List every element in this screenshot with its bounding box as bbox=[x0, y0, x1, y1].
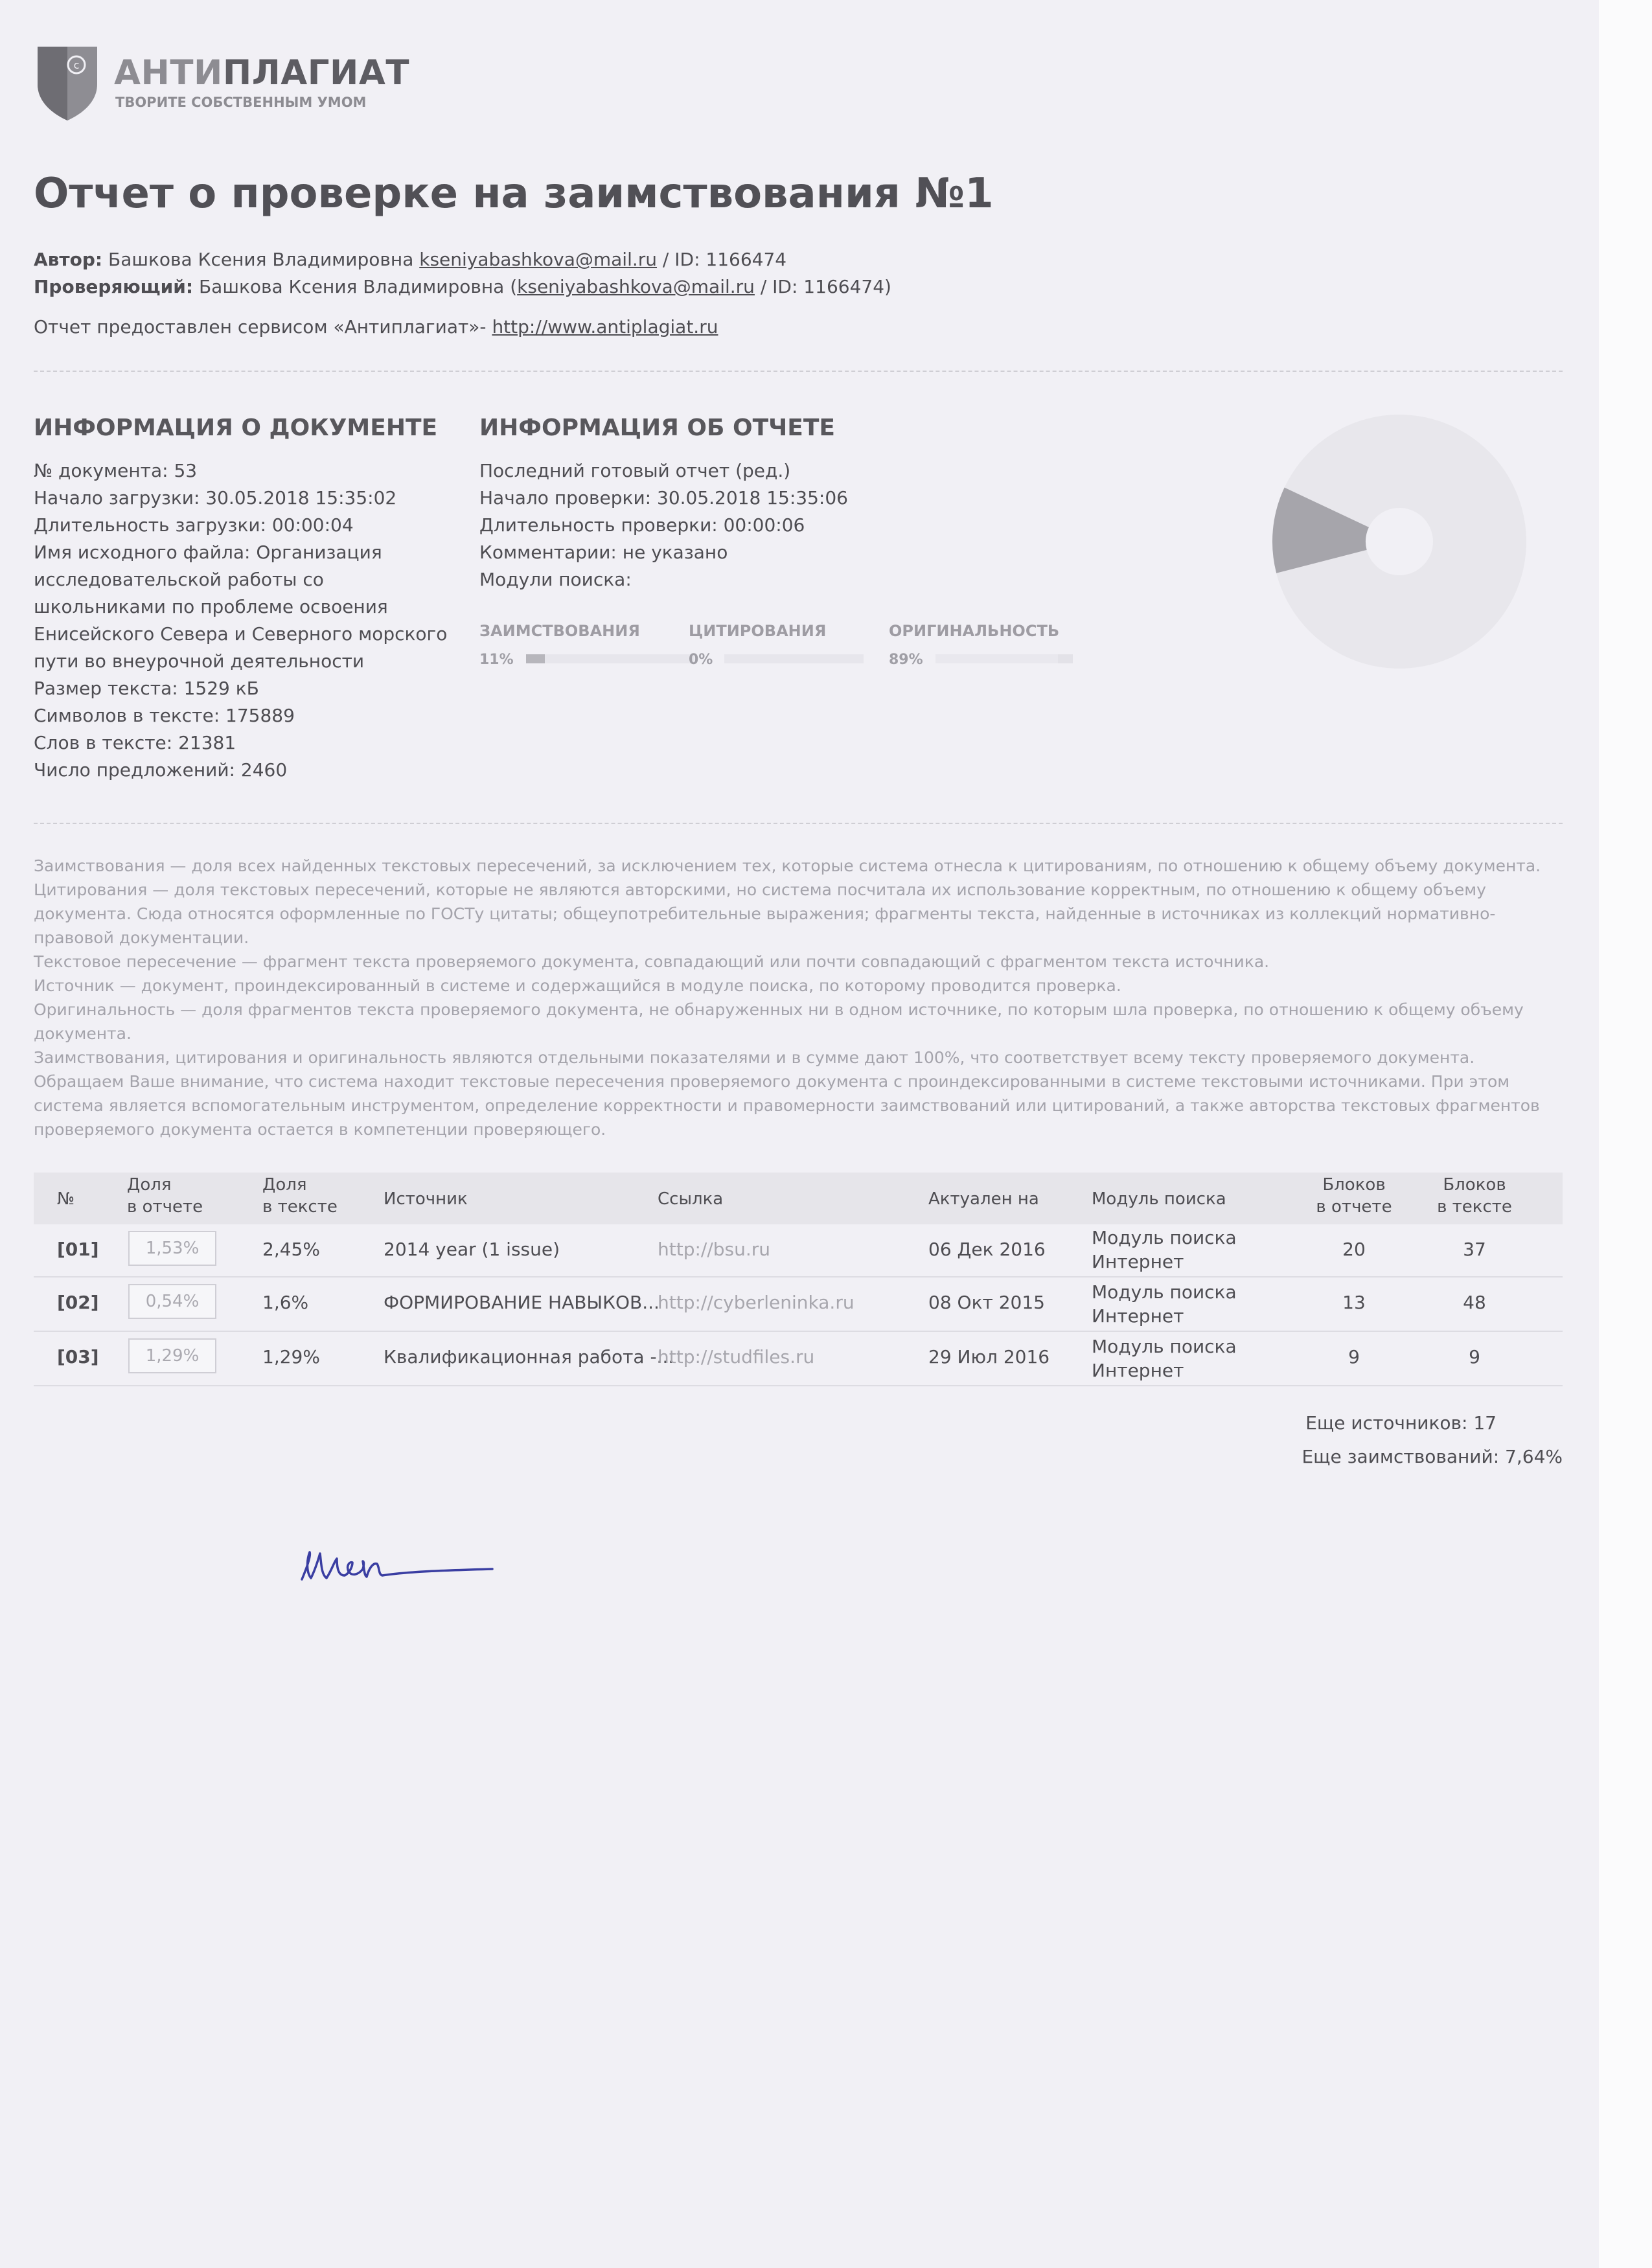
col-blocks-text-line2: в тексте bbox=[1437, 1197, 1512, 1217]
reviewer-id: / ID: 1166474) bbox=[754, 276, 891, 297]
col-blocks-report-line2: в отчете bbox=[1316, 1197, 1392, 1217]
doc-info-list bbox=[34, 457, 448, 784]
actual-date: 29 Июл 2016 bbox=[928, 1346, 1050, 1368]
divider bbox=[34, 823, 1563, 824]
report-info-row: Начало проверки: 30.05.2018 15:35:06 bbox=[479, 487, 848, 509]
definition: Заимствования, цитирования и оригинальность являются отдельными показателями и в сумме дают 100%, что соответствует всему тексту проверяемого документа. bbox=[34, 1048, 1475, 1067]
doc-info-heading: ИНФОРМАЦИЯ О ДОКУМЕНТЕ bbox=[34, 415, 438, 441]
source-title[interactable]: ФОРМИРОВАНИЕ НАВЫКОВ... bbox=[384, 1292, 660, 1313]
source-link[interactable]: http://studfiles.ru bbox=[658, 1346, 815, 1368]
actual-date: 06 Дек 2016 bbox=[928, 1239, 1046, 1260]
source-link[interactable]: http://bsu.ru bbox=[658, 1239, 771, 1260]
doc-info-row: Длительность загрузки: 00:00:04 bbox=[34, 514, 354, 536]
row-divider bbox=[34, 1276, 1563, 1277]
col-share-report bbox=[127, 1174, 203, 1218]
blocks-text: 48 bbox=[1463, 1292, 1486, 1313]
source-link[interactable]: http://cyberleninka.ru bbox=[658, 1292, 855, 1313]
reviewer-label: Проверяющий: bbox=[34, 276, 194, 297]
borrowings-bar bbox=[526, 654, 694, 663]
share-text: 1,29% bbox=[262, 1346, 320, 1368]
search-module bbox=[1092, 1280, 1237, 1328]
share-report-box[interactable]: 1,53% bbox=[128, 1231, 216, 1266]
divider bbox=[34, 371, 1563, 372]
share-text: 1,6% bbox=[262, 1292, 309, 1313]
row-num: [01] bbox=[57, 1239, 99, 1260]
more-borrowings bbox=[1302, 1446, 1563, 1467]
row-num: [02] bbox=[57, 1292, 99, 1313]
more-sources bbox=[1305, 1412, 1497, 1434]
col-share-report-line2: в отчете bbox=[127, 1197, 203, 1217]
report-info-row: Комментарии: не указано bbox=[479, 542, 728, 563]
doc-info-row: № документа: 53 bbox=[34, 460, 198, 481]
col-blocks-report bbox=[1315, 1174, 1393, 1218]
col-module: Модуль поиска bbox=[1092, 1189, 1226, 1209]
doc-info-row: Начало загрузки: 30.05.2018 15:35:02 bbox=[34, 487, 397, 509]
col-num: № bbox=[57, 1189, 75, 1209]
more-sources-value: 17 bbox=[1473, 1412, 1497, 1434]
originality-value: 89% bbox=[889, 652, 923, 668]
more-sources-label: Еще источников: bbox=[1305, 1412, 1468, 1434]
author-email-link[interactable]: kseniyabashkova@mail.ru bbox=[419, 249, 658, 270]
share-report-box[interactable]: 1,29% bbox=[128, 1338, 216, 1373]
author-line bbox=[34, 249, 786, 270]
actual-date: 08 Окт 2015 bbox=[928, 1292, 1045, 1313]
doc-info-row: Число предложений: 2460 bbox=[34, 759, 288, 781]
col-share-text-line2: в тексте bbox=[262, 1197, 338, 1217]
row-divider bbox=[34, 1331, 1563, 1332]
blocks-text: 37 bbox=[1463, 1239, 1486, 1260]
blocks-text: 9 bbox=[1469, 1346, 1480, 1368]
search-module-line1: Модуль поиска bbox=[1092, 1227, 1237, 1248]
borrowings-bar-fill bbox=[526, 654, 545, 663]
copyright-shield-icon bbox=[35, 43, 100, 122]
reviewer-email-link[interactable]: kseniyabashkova@mail.ru bbox=[517, 276, 755, 297]
share-report-box[interactable]: 0,54% bbox=[128, 1284, 216, 1319]
report-info-heading: ИНФОРМАЦИЯ ОБ ОТЧЕТЕ bbox=[479, 415, 835, 441]
provided-by-line bbox=[34, 316, 718, 338]
report-info-row: Длительность проверки: 00:00:06 bbox=[479, 514, 805, 536]
search-module bbox=[1092, 1334, 1237, 1382]
row-divider bbox=[34, 1385, 1563, 1386]
originality-bar bbox=[935, 654, 1073, 663]
col-source: Источник bbox=[384, 1189, 468, 1209]
search-module bbox=[1092, 1226, 1237, 1274]
blocks-report: 9 bbox=[1348, 1346, 1360, 1368]
doc-info-row: Размер текста: 1529 кБ bbox=[34, 678, 259, 699]
col-share-text-line1: Доля bbox=[262, 1175, 307, 1195]
definitions bbox=[34, 854, 1550, 1141]
definition: Обращаем Ваше внимание, что система находит текстовые пересечения проверяемого документа с проиндексированными в системе текстовыми источниками. При этом система является вспомогательным инструментом, определение корректности и правомерности заимствований или цитирований, а также авторства текстовых фрагментов проверяемого документа остается в компетенции проверяющего. bbox=[34, 1072, 1540, 1139]
col-link: Ссылка bbox=[658, 1189, 724, 1209]
definition: Источник — документ, проиндексированный в системе и содержащийся в модуле поиска, по которому проводится проверка. bbox=[34, 976, 1121, 995]
originality-donut bbox=[1271, 413, 1528, 670]
brand-name: АНТИПЛАГИАТ bbox=[114, 53, 410, 93]
page-edge bbox=[1599, 0, 1652, 2268]
blocks-report: 13 bbox=[1342, 1292, 1366, 1313]
col-blocks-text bbox=[1436, 1174, 1513, 1218]
report-info-row: Последний готовый отчет (ред.) bbox=[479, 460, 791, 481]
antiplagiat-link[interactable]: http://www.antiplagiat.ru bbox=[492, 316, 718, 338]
definition: Цитирования — доля текстовых пересечений, которые не являются авторскими, но система посчитала их использование корректным, по отношению к общему объему документа. Сюда относятся оформленные по ГОСТу цитаты; общеупотребительные выражения; фрагменты текста, найденные в источниках из коллекций нормативно-правовой документации. bbox=[34, 880, 1496, 947]
definition: Оригинальность — доля фрагментов текста проверяемого документа, не обнаруженных ни в одном источнике, по которым шла проверка, по отношению к общему объему документа. bbox=[34, 1000, 1524, 1043]
brand-tagline: ТВОРИТЕ СОБСТВЕННЫМ УМОМ bbox=[115, 95, 367, 110]
citations-value: 0% bbox=[689, 652, 713, 668]
originality-label: ОРИГИНАЛЬНОСТЬ bbox=[889, 622, 1060, 640]
search-module-line2: Интернет bbox=[1092, 1305, 1184, 1327]
search-module-line1: Модуль поиска bbox=[1092, 1336, 1237, 1357]
col-blocks-report-line1: Блоков bbox=[1322, 1175, 1386, 1195]
author-id: / ID: 1166474 bbox=[657, 249, 787, 270]
reviewer-name: Башкова Ксения Владимировна ( bbox=[193, 276, 518, 297]
definition: Текстовое пересечение — фрагмент текста проверяемого документа, совпадающий или почти совпадающий с фрагментом текста источника. bbox=[34, 952, 1270, 971]
report-info-row: Модули поиска: bbox=[479, 569, 632, 590]
doc-info-row: Имя исходного файла: Организация исследовательской работы со школьниками по проблеме освоения Енисейского Севера и Северного морского пути во внеурочной деятельности bbox=[34, 542, 448, 672]
borrowings-label: ЗАИМСТВОВАНИЯ bbox=[479, 622, 640, 640]
more-borrowings-value: 7,64% bbox=[1505, 1446, 1563, 1467]
source-title[interactable]: Квалификационная работа -... bbox=[384, 1346, 674, 1368]
col-actual: Актуален на bbox=[928, 1189, 1039, 1209]
handwritten-signature bbox=[297, 1542, 498, 1587]
doc-info-row: Символов в тексте: 175889 bbox=[34, 705, 295, 726]
report-title: Отчет о проверке на заимствования №1 bbox=[34, 170, 994, 218]
search-module-line2: Интернет bbox=[1092, 1360, 1184, 1381]
doc-info-row: Слов в тексте: 21381 bbox=[34, 732, 236, 753]
author-name: Башкова Ксения Владимировна bbox=[102, 249, 420, 270]
citations-label: ЦИТИРОВАНИЯ bbox=[689, 622, 827, 640]
citations-bar bbox=[724, 654, 864, 663]
provided-by-text: Отчет предоставлен сервисом «Антиплагиат»- bbox=[34, 316, 492, 338]
col-blocks-text-line1: Блоков bbox=[1443, 1175, 1506, 1195]
search-module-line1: Модуль поиска bbox=[1092, 1281, 1237, 1303]
reviewer-line bbox=[34, 276, 891, 297]
borrowings-value: 11% bbox=[479, 652, 514, 668]
source-title[interactable]: 2014 year (1 issue) bbox=[384, 1239, 560, 1260]
blocks-report: 20 bbox=[1342, 1239, 1366, 1260]
col-share-report-line1: Доля bbox=[127, 1175, 172, 1195]
col-share-text bbox=[262, 1174, 338, 1218]
originality-bar-fill bbox=[935, 654, 1058, 663]
row-num: [03] bbox=[57, 1346, 99, 1368]
author-label: Автор: bbox=[34, 249, 103, 270]
search-module-line2: Интернет bbox=[1092, 1251, 1184, 1272]
share-text: 2,45% bbox=[262, 1239, 320, 1260]
more-borrowings-label: Еще заимствований: bbox=[1302, 1446, 1500, 1467]
definition: Заимствования — доля всех найденных текстовых пересечений, за исключением тех, которые система отнесла к цитированиям, по отношению к общему объему документа. bbox=[34, 856, 1541, 875]
report-info-list bbox=[479, 457, 998, 593]
svg-text:c: c bbox=[73, 59, 80, 71]
